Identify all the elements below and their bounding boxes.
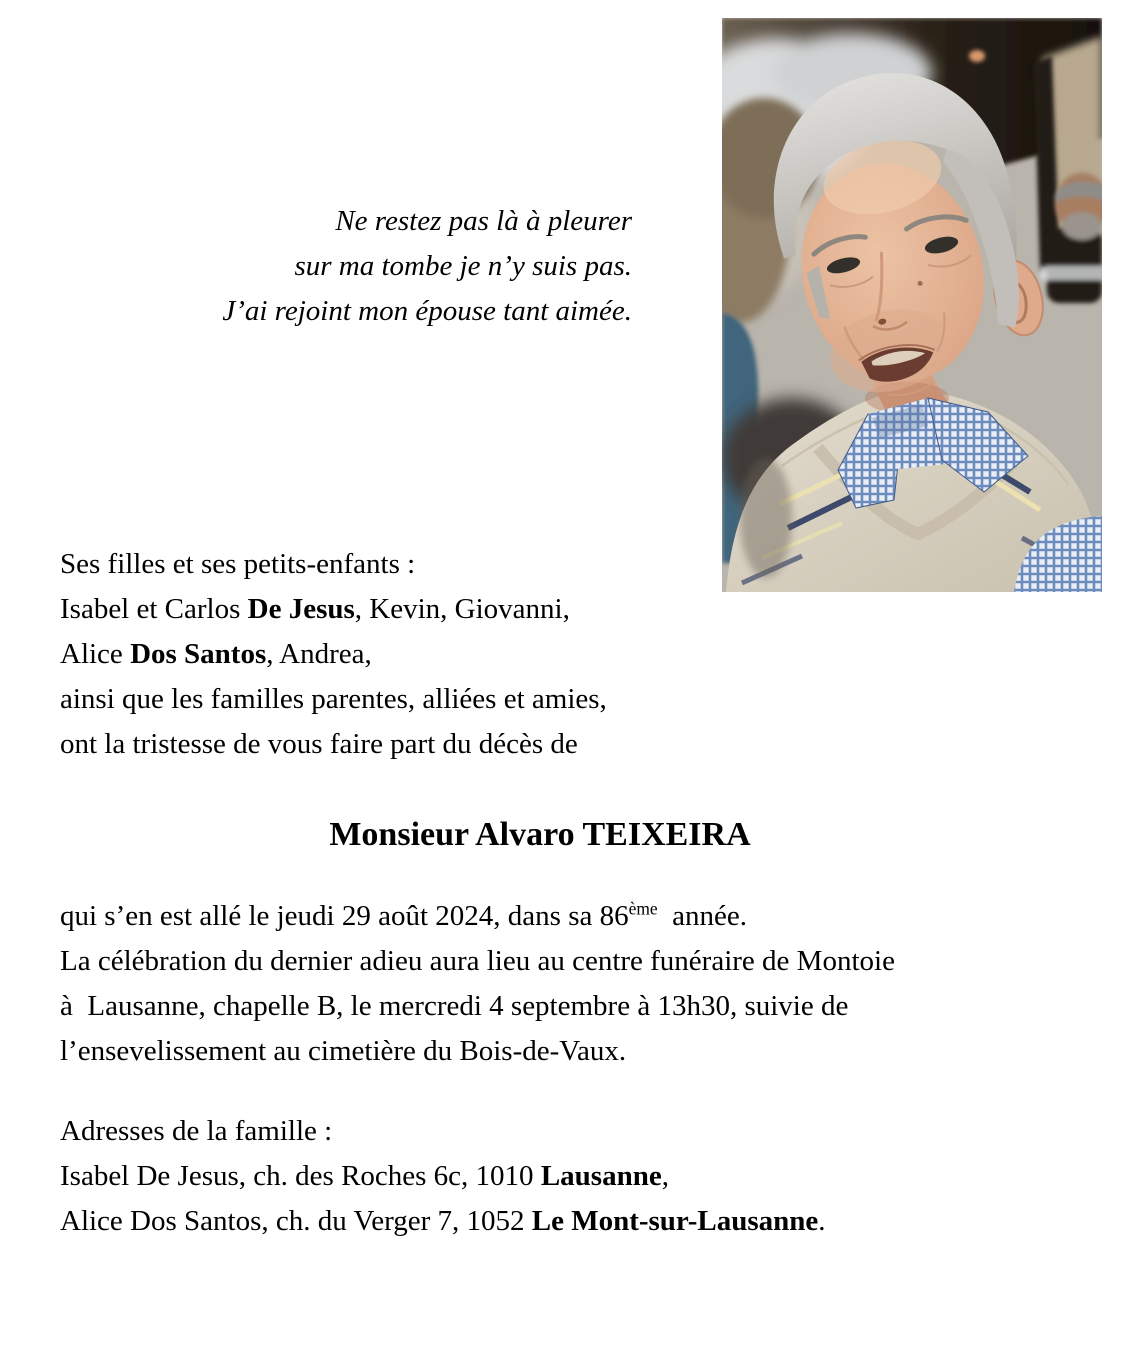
epigraph-poem — [222, 199, 632, 334]
text-line: Alice Dos Santos, Andrea, — [60, 638, 372, 670]
text-line: ainsi que les familles parentes, alliées et amies, — [60, 683, 607, 715]
text-line: J’ai rejoint mon épouse tant aimée. — [222, 295, 632, 327]
text-line: à Lausanne, chapelle B, le mercredi 4 septembre à 13h30, suivie de — [60, 990, 849, 1022]
text-line: Adresses de la famille : — [60, 1115, 333, 1147]
funeral-details — [60, 894, 895, 1074]
deceased-name-title: Monsieur Alvaro TEIXEIRA — [329, 816, 751, 853]
text-line: sur ma tombe je n’y suis pas. — [294, 250, 632, 282]
text-line: Isabel et Carlos De Jesus, Kevin, Giovanni, — [60, 593, 570, 625]
text-line: Isabel De Jesus, ch. des Roches 6c, 1010 Lausanne, — [60, 1160, 669, 1192]
text-line: Ne restez pas là à pleurer — [335, 205, 632, 237]
text-line: qui s’en est allé le jeudi 29 août 2024, dans sa 86ème année. — [60, 898, 747, 932]
portrait-photo — [722, 18, 1102, 592]
family-intro — [60, 542, 607, 767]
family-addresses — [60, 1109, 826, 1244]
text-line: Alice Dos Santos, ch. du Verger 7, 1052 Le Mont-sur-Lausanne. — [60, 1205, 826, 1237]
text-line: Ses filles et ses petits-enfants : — [60, 548, 416, 580]
text-line: l’ensevelissement au cimetière du Bois-de-Vaux. — [60, 1035, 627, 1067]
text-line: La célébration du dernier adieu aura lieu au centre funéraire de Montoie — [60, 945, 895, 977]
text-line: ont la tristesse de vous faire part du décès de — [60, 728, 578, 760]
portrait-photo-illustration — [722, 18, 1102, 592]
